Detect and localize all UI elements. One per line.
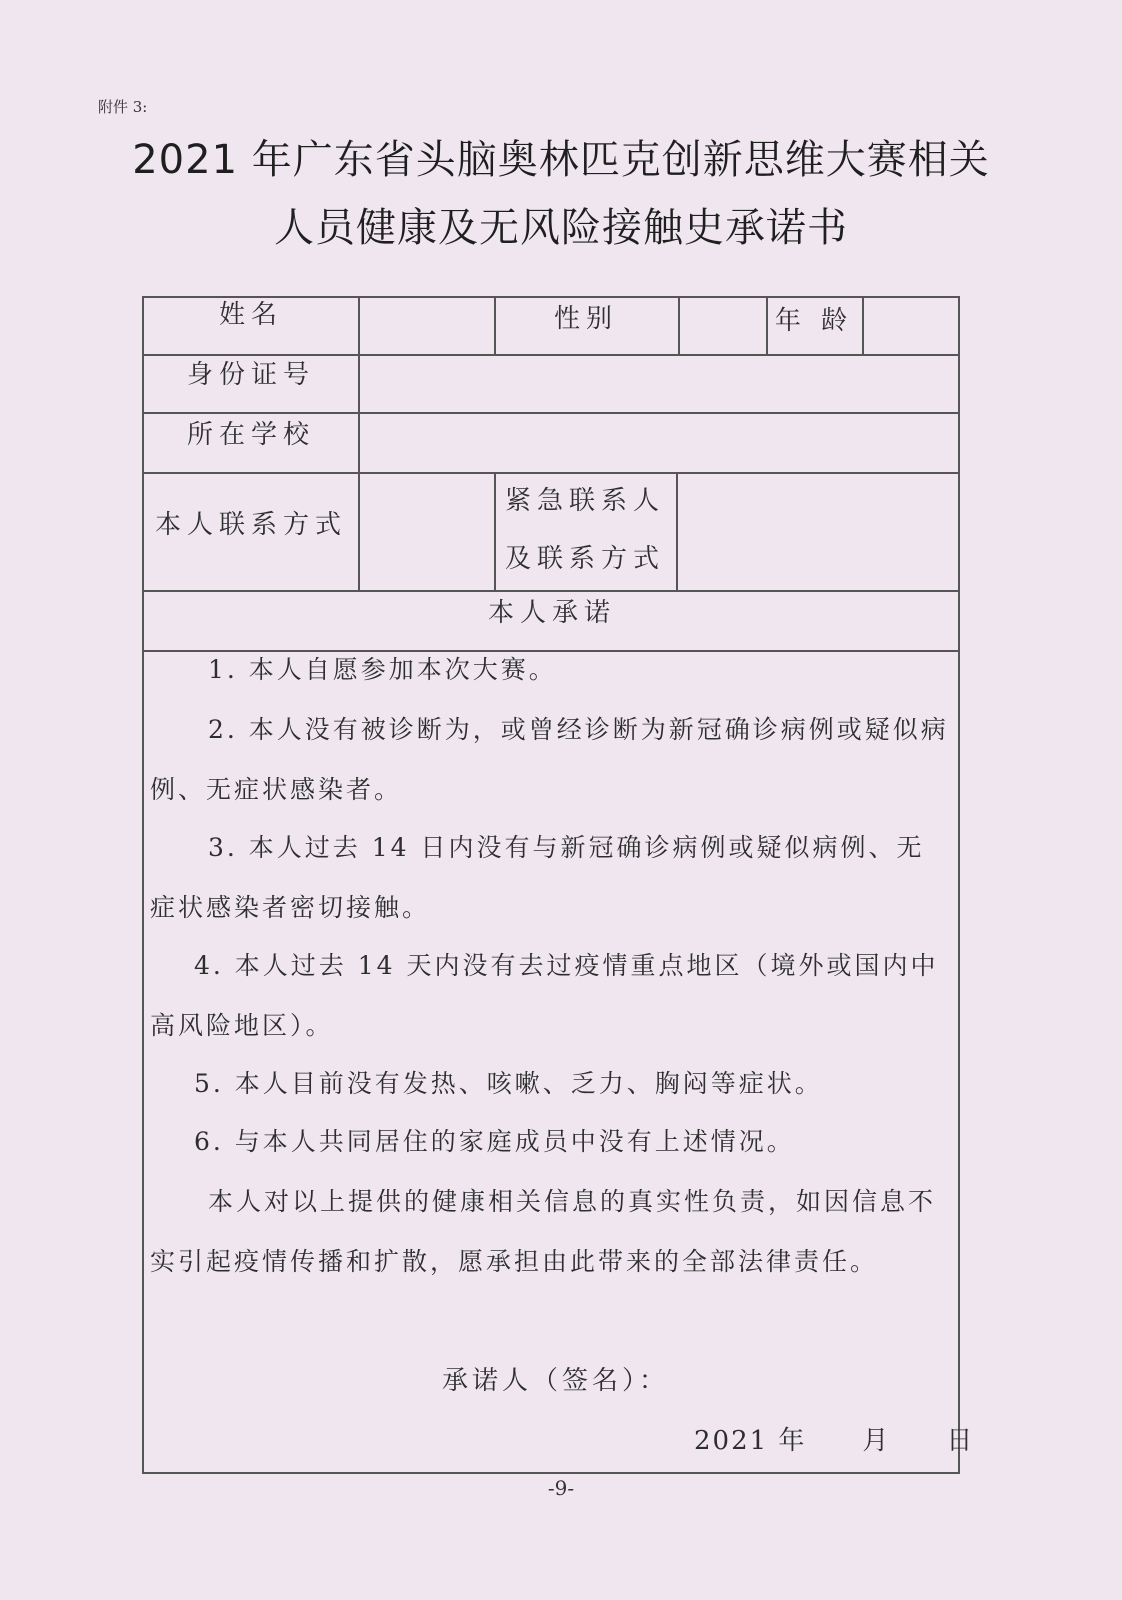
id-number-field[interactable] [360, 356, 958, 410]
emergency-contact-field[interactable] [678, 474, 958, 588]
commitment-item-5: 5. 本人目前没有发热、咳嗽、乏力、胸闷等症状。 [194, 1069, 823, 1098]
emergency-contact-label-line-1: 紧急联系人 [504, 486, 665, 516]
school-field[interactable] [360, 414, 958, 470]
responsibility-statement: 本人对以上提供的健康相关信息的真实性负责，如因信息不实引起疫情传播和扩散，愿承担由此带来的全部法律责任。 [150, 1187, 937, 1276]
signer-label: 承诺人（签名）： [442, 1366, 670, 1396]
commitment-item-1: 1. 本人自愿参加本次大赛。 [208, 655, 557, 684]
commitment-item-4: 4. 本人过去 14 天内没有去过疫情重点地区（境外或国内中高风险地区）。 [150, 951, 939, 1040]
school-label: 所在学校 [186, 420, 315, 450]
document-title-line-1: 2021 年广东省头脑奥林匹克创新思维大赛相关 [132, 137, 990, 183]
emergency-contact-label-line-2: 及联系方式 [504, 544, 665, 574]
age-field[interactable] [864, 300, 958, 352]
gender-field[interactable] [680, 300, 764, 352]
commitment-header: 本人承诺 [487, 598, 616, 628]
commitment-item-2: 2. 本人没有被诊断为，或曾经诊断为新冠确诊病例或疑似病例、无症状感染者。 [150, 715, 949, 804]
id-number-label: 身份证号 [186, 360, 315, 390]
signature-field[interactable] [672, 1356, 942, 1396]
signature-date: 2021 年 月 日 [694, 1426, 975, 1456]
name-field[interactable] [360, 300, 492, 352]
contact-label: 本人联系方式 [154, 510, 347, 540]
row-divider [144, 590, 960, 592]
page-number: -9- [547, 1476, 575, 1500]
contact-field[interactable] [360, 474, 492, 588]
commitment-item-6: 6. 与本人共同居住的家庭成员中没有上述情况。 [194, 1127, 795, 1156]
attachment-label: 附件 3: [98, 98, 148, 116]
document-title-line-2: 人员健康及无风险接触史承诺书 [274, 205, 848, 251]
commitment-item-3: 3. 本人过去 14 日内没有与新冠确诊病例或疑似病例、无症状感染者密切接触。 [150, 833, 925, 922]
name-label: 姓名 [218, 300, 283, 330]
age-label: 年 龄 [774, 306, 854, 336]
gender-label: 性别 [553, 304, 618, 334]
